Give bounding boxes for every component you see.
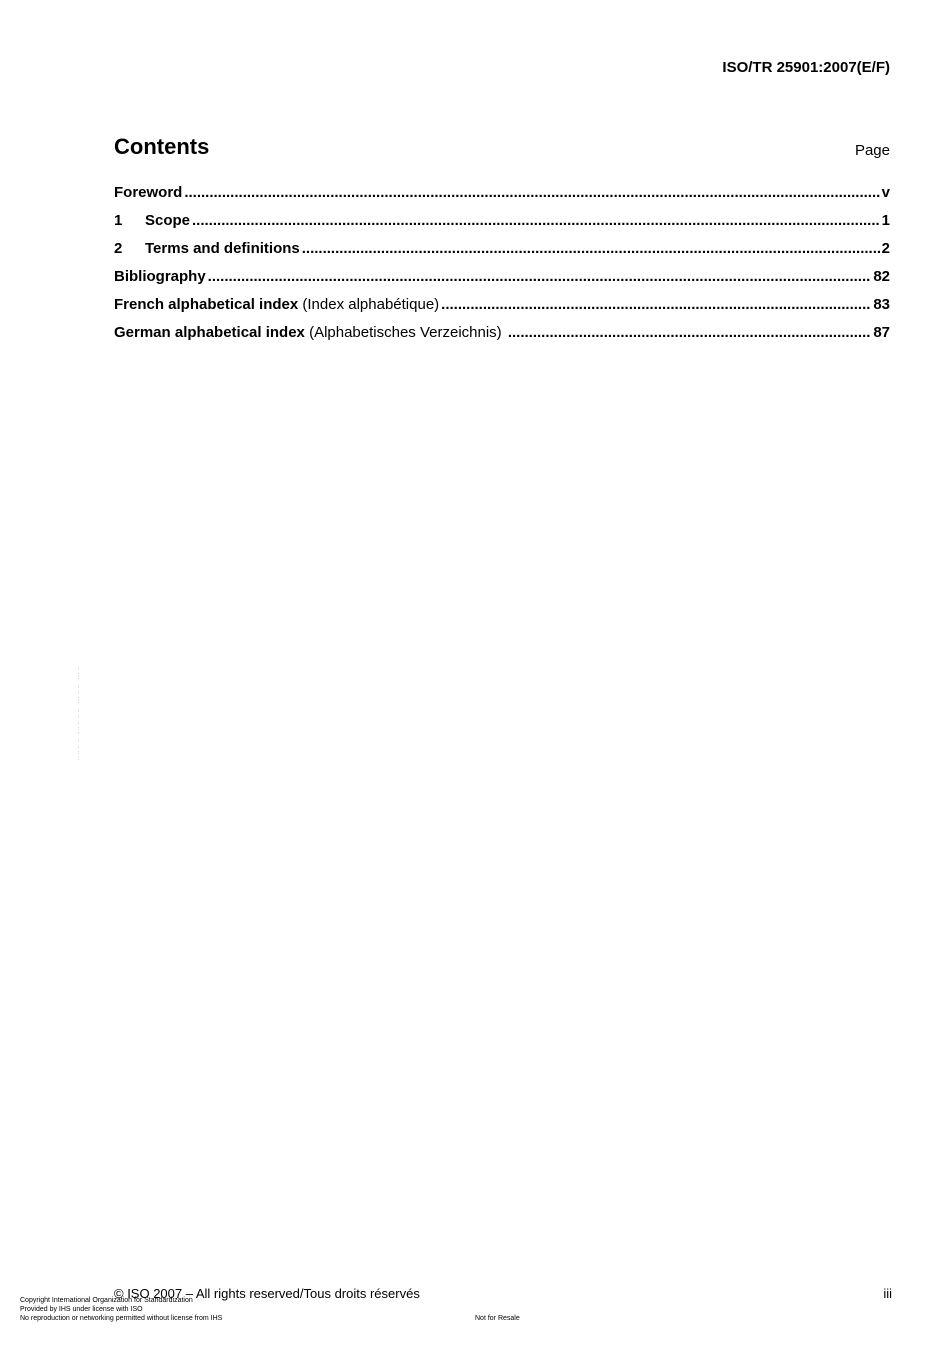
footer-copyright: © ISO 2007 – All rights reserved/Tous droits réservés [114,1286,420,1301]
toc-entry-title: French alphabetical index [114,296,299,313]
margin-marks: : : ' : : : ' : : : : ' : : : : [77,666,81,762]
toc-entry-title: Scope [145,212,191,229]
toc-entry-title: Terms and definitions [145,240,300,257]
toc-entry-french-index[interactable] [114,296,890,324]
not-for-resale-notice: Not for Resale [475,1315,520,1322]
contents-heading: Contents [114,134,210,159]
footer-page-number: iii [883,1286,892,1301]
toc-entry-foreword[interactable] [114,184,890,212]
license-notice-line: Provided by IHS under license with ISO [20,1306,143,1313]
toc-entry-terms[interactable] [114,240,890,268]
toc-entry-page: 87 [873,324,890,341]
toc-entry-page: 1 [881,212,890,229]
table-of-contents [114,184,890,352]
toc-entry-title: Bibliography [114,268,206,285]
toc-entry-scope[interactable] [114,212,890,240]
toc-entry-title: Foreword [114,184,183,201]
license-notice-line: Copyright International Organization for Standardization [20,1297,193,1304]
license-notice-line: No reproduction or networking permitted without license from IHS [20,1315,223,1322]
toc-entry-subtitle: (Index alphabétique) [298,296,440,313]
leader-dots [441,296,871,313]
toc-entry-subtitle: (Alphabetisches Verzeichnis) [304,324,506,341]
toc-entry-page: 83 [873,296,890,313]
page-column-label: Page [854,142,890,159]
toc-entry-title: German alphabetical index [114,324,305,341]
toc-entry-number: 2 [114,240,123,257]
leader-dots [184,184,879,201]
leader-dots [302,240,880,257]
toc-entry-german-index[interactable] [114,324,890,352]
toc-entry-page: 2 [881,240,890,257]
leader-dots [192,212,880,229]
toc-entry-page: 82 [873,268,890,285]
toc-entry-page: v [881,184,890,201]
leader-dots [508,324,871,341]
toc-entry-bibliography[interactable] [114,268,890,296]
leader-dots [208,268,872,285]
toc-entry-number: 1 [114,212,123,229]
document-id: ISO/TR 25901:2007(E/F) [722,59,890,76]
